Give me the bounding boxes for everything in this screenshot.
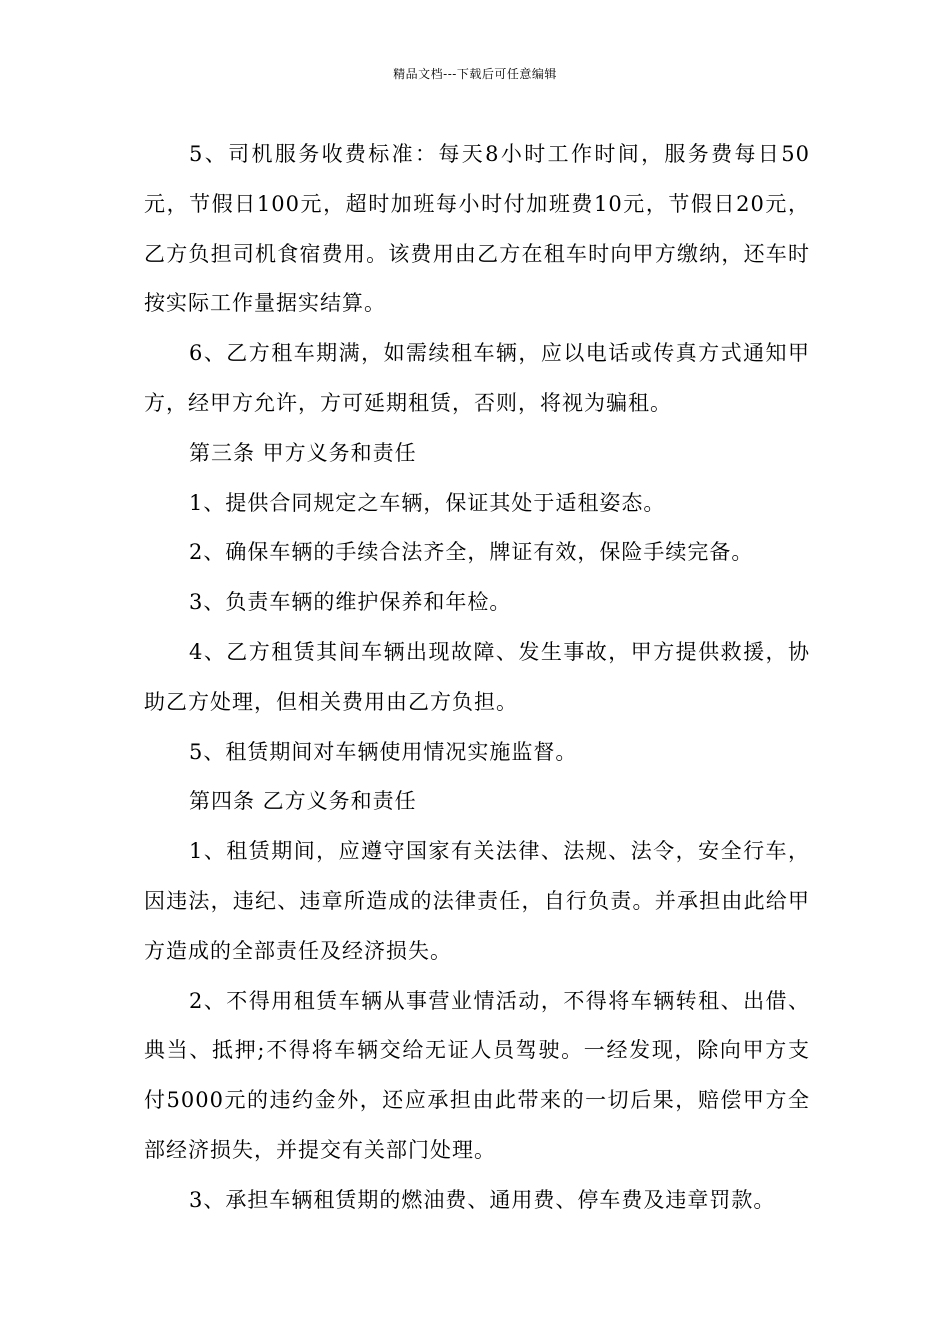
paragraph-driver-fee: 5、司机服务收费标准：每天8小时工作时间，服务费每日50元，节假日100元，超时加班每小时付加班费10元，节假日20元，乙方负担司机食宿费用。该费用由乙方在租车时向甲方缴纳，还车时按实际工作量据实结算。 bbox=[144, 142, 810, 316]
document-body bbox=[144, 130, 810, 1226]
paragraph-3-2: 2、确保车辆的手续合法齐全，牌证有效，保险手续完备。 bbox=[189, 540, 754, 565]
section-heading-article-4: 第四条 乙方义务和责任 bbox=[189, 789, 417, 814]
paragraph-3-3: 3、负责车辆的维护保养和年检。 bbox=[189, 590, 512, 615]
paragraph-3-5: 5、租赁期间对车辆使用情况实施监督。 bbox=[189, 739, 578, 764]
page-header: 精品文档---下载后可任意编辑 bbox=[393, 67, 557, 81]
paragraph-3-4: 4、乙方租赁其间车辆出现故障、发生事故，甲方提供救援，协助乙方处理，但相关费用由乙方负担。 bbox=[144, 639, 810, 714]
paragraph-4-1: 1、租赁期间，应遵守国家有关法律、法规、法令，安全行车，因违法，违纪、违章所造成的法律责任，自行负责。并承担由此给甲方造成的全部责任及经济损失。 bbox=[144, 839, 810, 963]
paragraph-4-3: 3、承担车辆租赁期的燃油费、通用费、停车费及违章罚款。 bbox=[189, 1187, 776, 1212]
section-heading-article-3: 第三条 甲方义务和责任 bbox=[189, 440, 417, 465]
paragraph-renewal: 6、乙方租车期满，如需续租车辆，应以电话或传真方式通知甲方，经甲方允许，方可延期租赁，否则，将视为骗租。 bbox=[144, 341, 810, 415]
paragraph-4-2: 2、不得用租赁车辆从事营业情活动，不得将车辆转租、出借、典当、抵押;不得将车辆交给无证人员驾驶。一经发现，除向甲方支付5000元的违约金外，还应承担由此带来的一切后果，赔偿甲方全部经济损失，并提交有关部门处理。 bbox=[144, 988, 810, 1162]
paragraph-3-1: 1、提供合同规定之车辆，保证其处于适租姿态。 bbox=[189, 490, 666, 515]
